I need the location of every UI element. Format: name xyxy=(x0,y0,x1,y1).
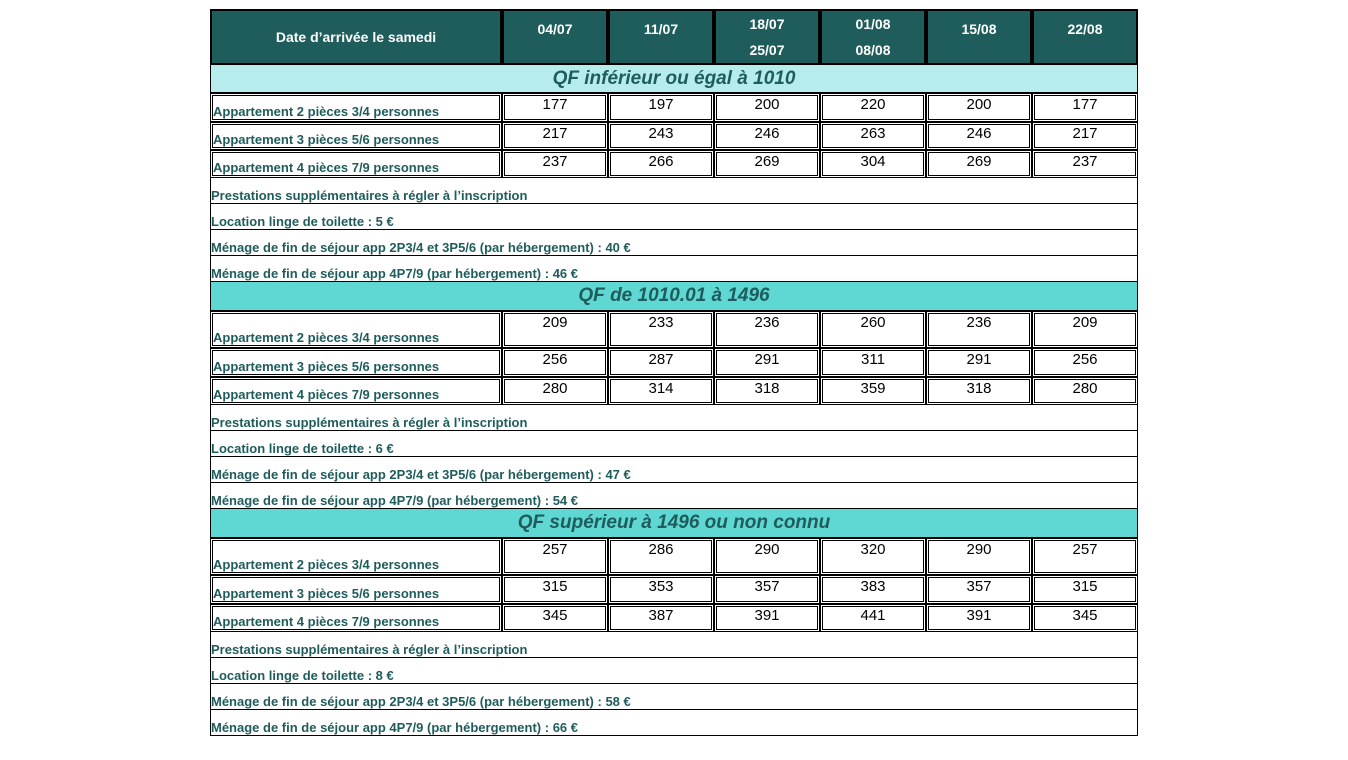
extra-fee-row xyxy=(210,684,1138,710)
extra-fee-text: Ménage de fin de séjour app 4P7/9 (par hébergement) : 66 € xyxy=(210,710,1138,736)
price-cell: 290 xyxy=(926,538,1032,575)
price-cell: 217 xyxy=(1032,122,1138,150)
price-cell: 256 xyxy=(1032,348,1138,377)
price-cell: 359 xyxy=(820,377,926,405)
table-row xyxy=(210,538,1138,575)
price-cell: 391 xyxy=(926,604,1032,632)
price-cell: 383 xyxy=(820,575,926,604)
price-cell: 353 xyxy=(608,575,714,604)
header-date: 11/07 xyxy=(608,9,714,65)
price-cell: 318 xyxy=(714,377,820,405)
extras-heading-row xyxy=(210,178,1138,204)
extras-heading: Prestations supplémentaires à régler à l’inscription xyxy=(210,632,1138,658)
table-row xyxy=(210,348,1138,377)
price-cell: 177 xyxy=(502,93,608,122)
price-cell: 209 xyxy=(502,311,608,348)
price-cell: 177 xyxy=(1032,93,1138,122)
price-cell: 260 xyxy=(820,311,926,348)
price-cell: 220 xyxy=(820,93,926,122)
extra-fee-text: Location linge de toilette : 8 € xyxy=(210,658,1138,684)
price-cell: 387 xyxy=(608,604,714,632)
price-cell: 290 xyxy=(714,538,820,575)
extra-fee-row xyxy=(210,457,1138,483)
price-cell: 280 xyxy=(502,377,608,405)
apartment-label: Appartement 3 pièces 5/6 personnes xyxy=(210,575,502,604)
price-cell: 320 xyxy=(820,538,926,575)
apartment-label: Appartement 2 pièces 3/4 personnes xyxy=(210,93,502,122)
price-cell: 269 xyxy=(926,150,1032,178)
qf-section-header xyxy=(210,282,1138,311)
table-row xyxy=(210,122,1138,150)
price-cell: 291 xyxy=(926,348,1032,377)
apartment-label: Appartement 2 pièces 3/4 personnes xyxy=(210,538,502,575)
price-cell: 269 xyxy=(714,150,820,178)
extra-fee-text: Ménage de fin de séjour app 4P7/9 (par hébergement) : 46 € xyxy=(210,256,1138,282)
table-row xyxy=(210,150,1138,178)
table-row xyxy=(210,311,1138,348)
price-cell: 246 xyxy=(926,122,1032,150)
price-cell: 286 xyxy=(608,538,714,575)
extra-fee-text: Location linge de toilette : 6 € xyxy=(210,431,1138,457)
extra-fee-row xyxy=(210,431,1138,457)
price-table xyxy=(210,9,1138,736)
extras-heading-row xyxy=(210,405,1138,431)
apartment-label: Appartement 3 pièces 5/6 personnes xyxy=(210,348,502,377)
price-cell: 311 xyxy=(820,348,926,377)
price-cell: 291 xyxy=(714,348,820,377)
price-cell: 197 xyxy=(608,93,714,122)
apartment-label: Appartement 3 pièces 5/6 personnes xyxy=(210,122,502,150)
qf-section-header xyxy=(210,509,1138,538)
price-cell: 257 xyxy=(1032,538,1138,575)
qf-section-title: QF supérieur à 1496 ou non connu xyxy=(210,509,1138,538)
table-row xyxy=(210,575,1138,604)
price-cell: 209 xyxy=(1032,311,1138,348)
apartment-label: Appartement 4 pièces 7/9 personnes xyxy=(210,604,502,632)
price-cell: 345 xyxy=(502,604,608,632)
table-row xyxy=(210,93,1138,122)
price-cell: 287 xyxy=(608,348,714,377)
price-cell: 357 xyxy=(926,575,1032,604)
header-date: 01/08 08/08 xyxy=(820,9,926,65)
extra-fee-row xyxy=(210,710,1138,736)
price-cell: 243 xyxy=(608,122,714,150)
header-date: 04/07 xyxy=(502,9,608,65)
price-cell: 233 xyxy=(608,311,714,348)
price-cell: 200 xyxy=(714,93,820,122)
price-cell: 318 xyxy=(926,377,1032,405)
price-cell: 357 xyxy=(714,575,820,604)
extras-heading: Prestations supplémentaires à régler à l’inscription xyxy=(210,178,1138,204)
price-cell: 236 xyxy=(926,311,1032,348)
price-cell: 237 xyxy=(1032,150,1138,178)
price-cell: 256 xyxy=(502,348,608,377)
price-cell: 236 xyxy=(714,311,820,348)
extras-heading-row xyxy=(210,632,1138,658)
header-date: 22/08 xyxy=(1032,9,1138,65)
price-cell: 217 xyxy=(502,122,608,150)
price-cell: 441 xyxy=(820,604,926,632)
extra-fee-text: Ménage de fin de séjour app 2P3/4 et 3P5/6 (par hébergement) : 40 € xyxy=(210,230,1138,256)
extra-fee-row xyxy=(210,483,1138,509)
extra-fee-text: Ménage de fin de séjour app 4P7/9 (par hébergement) : 54 € xyxy=(210,483,1138,509)
qf-section-title: QF inférieur ou égal à 1010 xyxy=(210,65,1138,93)
price-cell: 266 xyxy=(608,150,714,178)
price-cell: 314 xyxy=(608,377,714,405)
extra-fee-row xyxy=(210,204,1138,230)
table-row xyxy=(210,377,1138,405)
qf-section-header xyxy=(210,65,1138,93)
price-cell: 315 xyxy=(502,575,608,604)
apartment-label: Appartement 2 pièces 3/4 personnes xyxy=(210,311,502,348)
qf-section-title: QF de 1010.01 à 1496 xyxy=(210,282,1138,311)
table-row xyxy=(210,604,1138,632)
price-cell: 237 xyxy=(502,150,608,178)
header-arrival-label: Date d’arrivée le samedi xyxy=(210,9,502,65)
extra-fee-row xyxy=(210,230,1138,256)
apartment-label: Appartement 4 pièces 7/9 personnes xyxy=(210,377,502,405)
header-row xyxy=(210,9,1138,65)
price-cell: 391 xyxy=(714,604,820,632)
extra-fee-text: Ménage de fin de séjour app 2P3/4 et 3P5/6 (par hébergement) : 47 € xyxy=(210,457,1138,483)
price-cell: 315 xyxy=(1032,575,1138,604)
extra-fee-text: Location linge de toilette : 5 € xyxy=(210,204,1138,230)
extra-fee-row xyxy=(210,256,1138,282)
price-cell: 280 xyxy=(1032,377,1138,405)
header-date: 15/08 xyxy=(926,9,1032,65)
apartment-label: Appartement 4 pièces 7/9 personnes xyxy=(210,150,502,178)
header-date: 18/07 25/07 xyxy=(714,9,820,65)
extra-fee-text: Ménage de fin de séjour app 2P3/4 et 3P5/6 (par hébergement) : 58 € xyxy=(210,684,1138,710)
extra-fee-row xyxy=(210,658,1138,684)
price-cell: 345 xyxy=(1032,604,1138,632)
price-cell: 200 xyxy=(926,93,1032,122)
price-cell: 304 xyxy=(820,150,926,178)
extras-heading: Prestations supplémentaires à régler à l’inscription xyxy=(210,405,1138,431)
price-cell: 246 xyxy=(714,122,820,150)
price-cell: 263 xyxy=(820,122,926,150)
price-cell: 257 xyxy=(502,538,608,575)
